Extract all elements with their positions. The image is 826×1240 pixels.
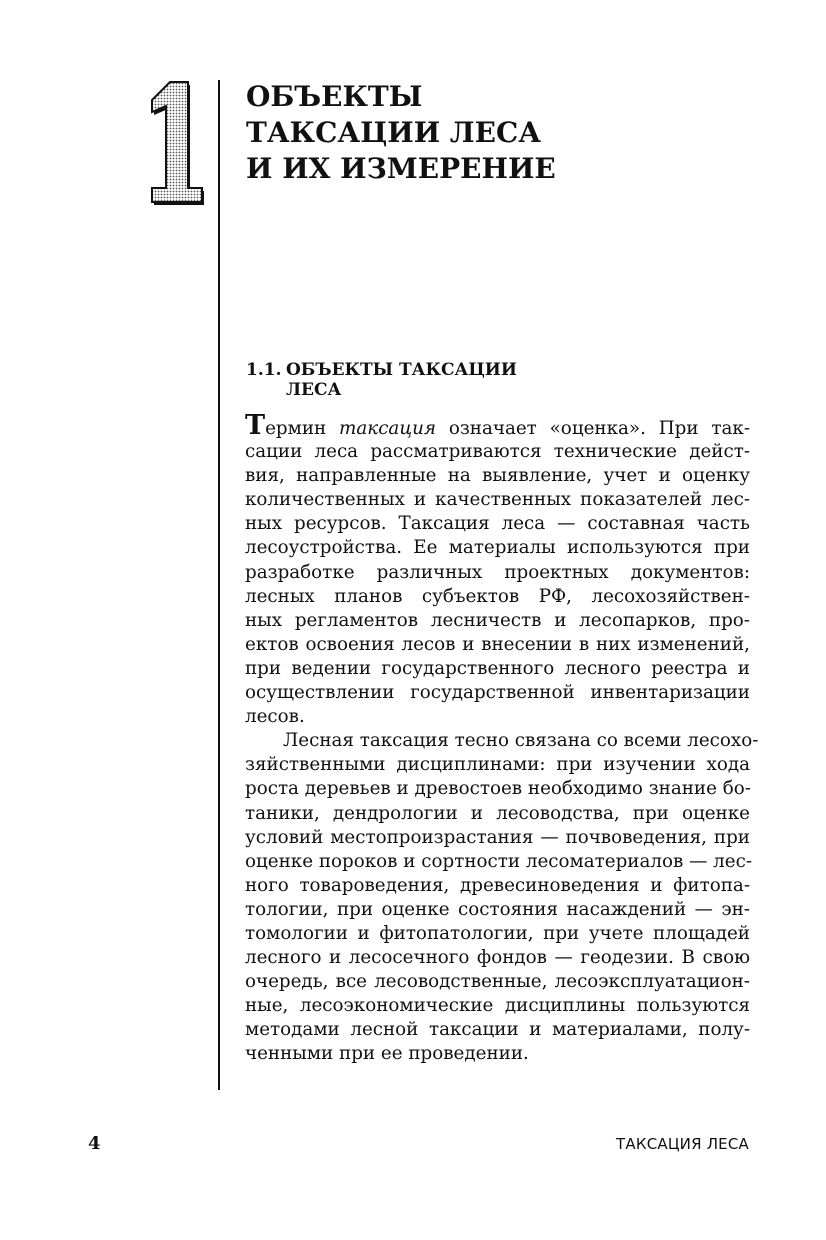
text-line: тологии, при оценке состояния насаждений — эн- (245, 898, 750, 920)
drop-cap: Т (245, 410, 266, 441)
running-title: ТАКСАЦИЯ ЛЕСА (616, 1135, 749, 1153)
text-line: количественных и качественных показателей лес- (245, 489, 750, 511)
chapter-title-line: И ИХ ИЗМЕРЕНИЕ (246, 152, 556, 185)
text-line: сации леса рассматриваются технические дейст- (245, 441, 750, 463)
body-text (245, 410, 759, 1067)
text-line: роста деревьев и древостоев необходимо знание бо- (245, 778, 751, 800)
text-line: ектов освоения лесов и внесении в них изменений, (245, 633, 750, 655)
text-line: ных ресурсов. Таксация леса — составная часть (245, 513, 750, 535)
text-line: таники, дендрологии и лесоводства, при оценке (245, 802, 750, 824)
section-title-line: ОБЪЕКТЫ ТАКСАЦИИ (286, 360, 517, 380)
text-line: ного товароведения, древесиноведения и фитопа- (245, 874, 750, 896)
section-number: 1.1. (246, 360, 282, 380)
paragraph (245, 410, 750, 729)
text-line: лесных планов субъектов РФ, лесохозяйствен- (245, 585, 750, 607)
text-line: Лесная таксация тесно связана со всеми лесохо- (283, 730, 759, 752)
text-line: зяйственными дисциплинами: при изучении хода (245, 754, 750, 776)
text-line: методами лесной таксации и материалами, полу- (245, 1019, 750, 1041)
page-number: 4 (88, 1133, 101, 1154)
text-fragment: ермин (265, 418, 340, 439)
text-line: ных регламентов лесничеств и лесопарков, про- (245, 609, 750, 631)
text-line: очередь, все лесоводственные, лесоэксплуатацион- (245, 971, 750, 993)
chapter-title (246, 79, 766, 187)
section-heading (246, 360, 746, 400)
text-line: осуществлении государственной инвентаризации (245, 682, 750, 704)
text-line: разработке различных проектных документов: (245, 561, 750, 583)
text-line: ченными при ее проведении. (245, 1043, 529, 1065)
text-line: томологии и фитопатологии, при учете площадей (245, 922, 750, 944)
vertical-rule (218, 80, 220, 1090)
text-fragment: означает «оценка». При так- (435, 418, 750, 439)
paragraph (245, 729, 759, 1066)
text-line: условий местопроизрастания — почвоведения, при (245, 826, 750, 848)
text-line: при ведении государственного лесного реестра и (245, 657, 750, 679)
chapter-title-line: ОБЪЕКТЫ (246, 80, 423, 113)
text-line: вия, направленные на выявление, учет и оценку (245, 465, 750, 487)
section-title-line: ЛЕСА (286, 380, 342, 400)
chapter-number (142, 76, 204, 206)
text-line: лесов. (245, 706, 305, 728)
text-line: лесоустройства. Ее материалы используются при (245, 537, 750, 559)
text-line (245, 410, 750, 441)
italic-term: таксация (339, 418, 436, 439)
text-line: лесного и лесосечного фондов — геодезии. В свою (245, 947, 750, 969)
text-line: оценке пороков и сортности лесоматериалов — лес- (245, 850, 753, 872)
chapter-title-line: ТАКСАЦИИ ЛЕСА (246, 116, 542, 149)
text-line: ные, лесоэкономические дисциплины пользуются (245, 995, 750, 1017)
